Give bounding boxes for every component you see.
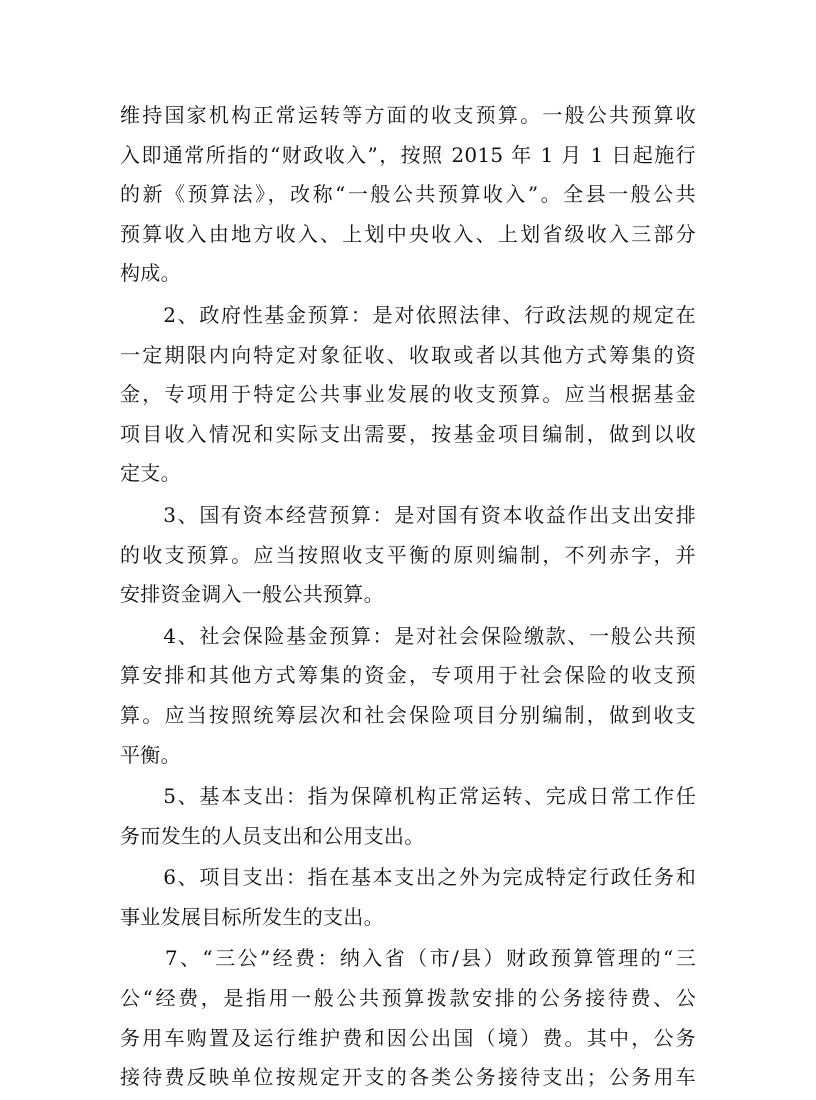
paragraph-three-public-expenses	[120, 939, 696, 1097]
text-line: 金，专项用于特定公共事业发展的收支预算。应当根据基金	[120, 382, 696, 407]
text-line: 事业发展目标所发生的支出。	[120, 904, 384, 929]
text-line: 务而发生的人员支出和公用支出。	[120, 823, 425, 848]
text-line: 平衡。	[120, 742, 181, 767]
text-line: 的收支预算。应当按照收支平衡的原则编制，不列赤字，并	[120, 542, 696, 567]
text-line: 一定期限内向特定对象征收、收取或者以其他方式筹集的资	[120, 342, 696, 367]
text-line: 5、基本支出：指为保障机构正常运转、完成日常工作任	[120, 784, 696, 809]
text-line: 7、“三公”经费：纳入省（市/县）财政预算管理的“三	[120, 946, 696, 971]
text-line: 算。应当按照统筹层次和社会保险项目分别编制，做到收支	[120, 702, 696, 727]
text-line: 务用车购置及运行维护费和因公出国（境）费。其中，公务	[120, 1025, 696, 1050]
paragraph-project-expenditure	[120, 858, 696, 937]
text-line: 3、国有资本经营预算：是对国有资本收益作出支出安排	[120, 502, 696, 527]
text-line: 算安排和其他方式筹集的资金，专项用于社会保险的收支预	[120, 663, 696, 688]
paragraph-basic-expenditure	[120, 777, 696, 856]
text-line: 公“经费，是指用一般公共预算拨款安排的公务接待费、公	[120, 986, 696, 1011]
text-line: 定支。	[120, 461, 181, 486]
text-line: 构成。	[120, 261, 181, 286]
paragraph-social-insurance-budget	[120, 617, 696, 775]
text-line: 2、政府性基金预算：是对依照法律、行政法规的规定在	[120, 302, 696, 327]
text-line: 项目收入情况和实际支出需要，按基金项目编制，做到以收	[120, 421, 696, 446]
text-line: 4、社会保险基金预算：是对社会保险缴款、一般公共预	[120, 623, 696, 648]
paragraph-government-fund-budget	[120, 296, 696, 494]
paragraph-state-capital-budget	[120, 496, 696, 615]
text-line: 安排资金调入一般公共预算。	[120, 582, 384, 607]
text-line: 预算收入由地方收入、上划中央收入、上划省级收入三部分	[120, 221, 696, 246]
text-line: 接待费反映单位按规定开支的各类公务接待支出；公务用车	[120, 1065, 696, 1090]
text-line: 维持国家机构正常运转等方面的收支预算。一般公共预算收	[120, 103, 696, 127]
text-line: 入即通常所指的“财政收入”，按照 2015 年 1 月 1 日起施行	[120, 142, 696, 167]
text-line: 的新《预算法》，改称“一般公共预算收入”。全县一般公共	[120, 182, 696, 207]
text-line: 6、项目支出：指在基本支出之外为完成特定行政任务和	[120, 865, 696, 890]
document-page	[120, 96, 696, 1100]
paragraph-general-budget	[120, 96, 696, 294]
